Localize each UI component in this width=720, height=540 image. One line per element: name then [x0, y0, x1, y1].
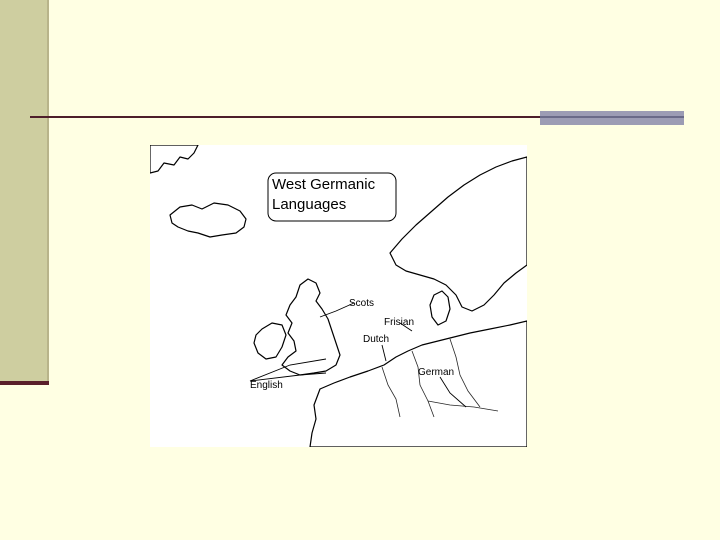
map-svg [150, 145, 527, 447]
west-germanic-map [150, 145, 527, 447]
greenland-edge [150, 145, 198, 173]
label-frisian: Frisian [384, 317, 415, 328]
left-accent-bar-bottom [0, 381, 49, 385]
map-title-line1: West Germanic [272, 176, 376, 193]
label-dutch: Dutch [363, 334, 390, 345]
title-divider-line [30, 116, 542, 118]
label-english: English [250, 380, 283, 391]
label-scots: Scots [349, 298, 375, 309]
label-german: German [418, 367, 455, 378]
denmark-coast [430, 291, 450, 325]
ireland-coast [254, 323, 286, 359]
iceland-coast [170, 203, 246, 237]
title-divider-accent-line [540, 116, 684, 118]
continental-europe-coast [310, 321, 527, 447]
title-divider-accent [540, 111, 684, 125]
left-accent-bar-edge [47, 0, 49, 385]
map-title-line2: Languages [272, 196, 347, 213]
scandinavia-coast [390, 157, 527, 311]
left-accent-bar [0, 0, 47, 383]
dutch-leader-line [382, 345, 386, 361]
great-britain-coast [282, 279, 340, 375]
